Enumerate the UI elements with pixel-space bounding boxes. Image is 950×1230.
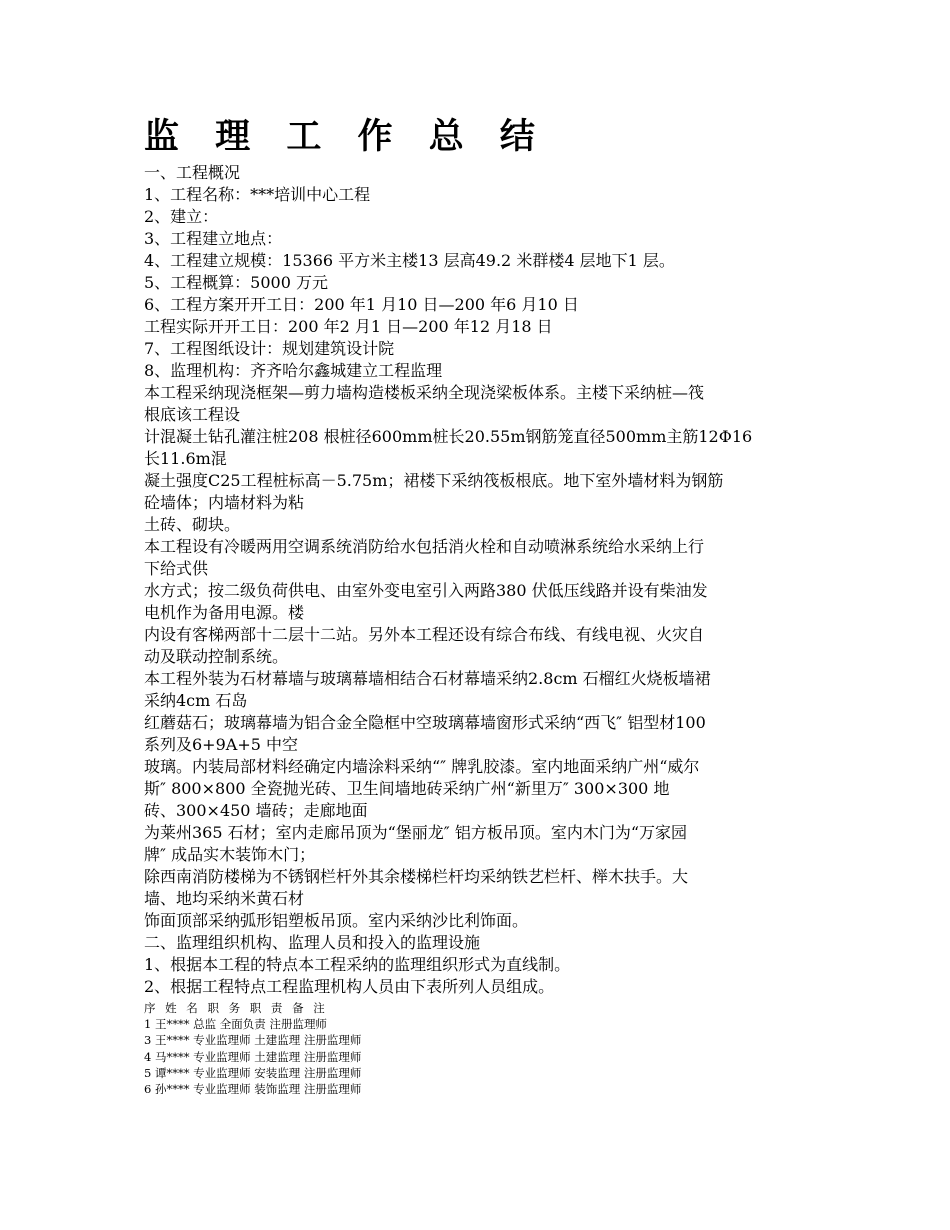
text-line: 采纳4cm 石岛	[144, 691, 248, 710]
text-line: 7、工程图纸设计：规划建筑设计院	[144, 339, 395, 358]
text-line: 为莱州365 石材；室内走廊吊顶为“堡丽龙″ 铝方板吊顶。室内木门为“万家园	[144, 823, 688, 842]
text-line: 凝土强度C25工程桩标高－5.75m；裙楼下采纳筏板根底。地下室外墙材料为钢筋	[144, 471, 724, 490]
text-line: 6、工程方案开开工日：200 年1 月10 日—200 年6 月10 日	[144, 295, 579, 314]
text-line: 5、工程概算：5000 万元	[144, 273, 328, 292]
text-line: 砖、300×450 墙砖；走廊地面	[144, 801, 368, 820]
staff-table-row: 3 王**** 专业监理师 土建监理 注册监理师	[144, 1033, 362, 1048]
staff-table-row: 1 王**** 总监 全面负责 注册监理师	[144, 1017, 327, 1032]
staff-table	[144, 1000, 809, 1097]
text-line: 3、工程建立地点：	[144, 229, 283, 248]
text-line: 1、工程名称：***培训中心工程	[144, 185, 371, 204]
staff-table-header: 序 姓 名 职 务 职 责 备 注	[144, 1001, 328, 1015]
text-line: 二、监理组织机构、监理人员和投入的监理设施	[144, 933, 481, 952]
text-line: 砼墙体；内墙材料为粘	[144, 493, 305, 512]
staff-table-row: 5 谭**** 专业监理师 安装监理 注册监理师	[144, 1065, 362, 1080]
text-line: 饰面顶部采纳弧形铝塑板吊顶。室内采纳沙比利饰面。	[144, 911, 529, 930]
text-line: 本工程采纳现浇框架—剪力墙构造楼板采纳全现浇梁板体系。主楼下采纳桩—筏	[144, 383, 705, 402]
text-line: 4、工程建立规模：15366 平方米主楼13 层高49.2 米群楼4 层地下1 层。	[144, 251, 675, 270]
text-line: 本工程设有冷暖两用空调系统消防给水包括消火栓和自动喷淋系统给水采纳上行	[144, 537, 705, 556]
text-line: 动及联动控制系统。	[144, 647, 289, 666]
text-line: 斯″ 800×800 全瓷抛光砖、卫生间墙地砖采纳广州“新里万″ 300×300 地	[144, 779, 670, 798]
document-body	[144, 162, 809, 998]
text-line: 本工程外装为石材幕墙与玻璃幕墙相结合石材幕墙采纳2.8cm 石榴红火烧板墙裙	[144, 669, 711, 688]
text-line: 玻璃。内装局部材料经确定内墙涂料采纳“″ 牌乳胶漆。室内地面采纳广州“威尔	[144, 757, 700, 776]
text-line: 8、监理机构：齐齐哈尔鑫城建立工程监理	[144, 361, 443, 380]
text-line: 土砖、砌块。	[144, 515, 241, 534]
text-line: 工程实际开开工日：200 年2 月1 日—200 年12 月18 日	[144, 317, 553, 336]
text-line: 系列及6+9A+5 中空	[144, 735, 298, 754]
staff-table-rows	[144, 1016, 809, 1097]
text-line: 内设有客梯两部十二层十二站。另外本工程还设有综合布线、有线电视、火灾自	[144, 625, 705, 644]
text-line: 牌″ 成品实木装饰木门；	[144, 845, 316, 864]
text-line: 根底该工程设	[144, 405, 241, 424]
staff-table-row: 6 孙**** 专业监理师 装饰监理 注册监理师	[144, 1082, 362, 1097]
text-line: 墙、地均采纳米黄石材	[144, 889, 305, 908]
text-line: 1、根据本工程的特点本工程采纳的监理组织形式为直线制。	[144, 955, 571, 974]
text-line: 2、根据工程特点工程监理机构人员由下表所列人员组成。	[144, 977, 555, 996]
text-line: 一、工程概况	[144, 163, 241, 182]
text-line: 2、建立：	[144, 207, 219, 226]
text-line: 除西南消防楼梯为不锈钢栏杆外其余楼梯栏杆均采纳铁艺栏杆、榉木扶手。大	[144, 867, 689, 886]
staff-table-row: 4 马**** 专业监理师 土建监理 注册监理师	[144, 1049, 362, 1064]
text-line: 长11.6m混	[144, 449, 227, 468]
text-line: 计混凝土钻孔灌注桩208 根桩径600mm桩长20.55m钢筋笼直径500mm主筋12Φ16	[144, 427, 753, 446]
text-line: 下给式供	[144, 559, 209, 578]
text-line: 红蘑菇石；玻璃幕墙为铝合金全隐框中空玻璃幕墙窗形式采纳“西飞″ 铝型材100	[144, 713, 706, 732]
document-title: 监 理 工 作 总 结	[144, 116, 547, 157]
document-page	[144, 112, 809, 1097]
text-line: 电机作为备用电源。楼	[144, 603, 305, 622]
text-line: 水方式；按二级负荷供电、由室外变电室引入两路380 伏低压线路并设有柴油发	[144, 581, 708, 600]
